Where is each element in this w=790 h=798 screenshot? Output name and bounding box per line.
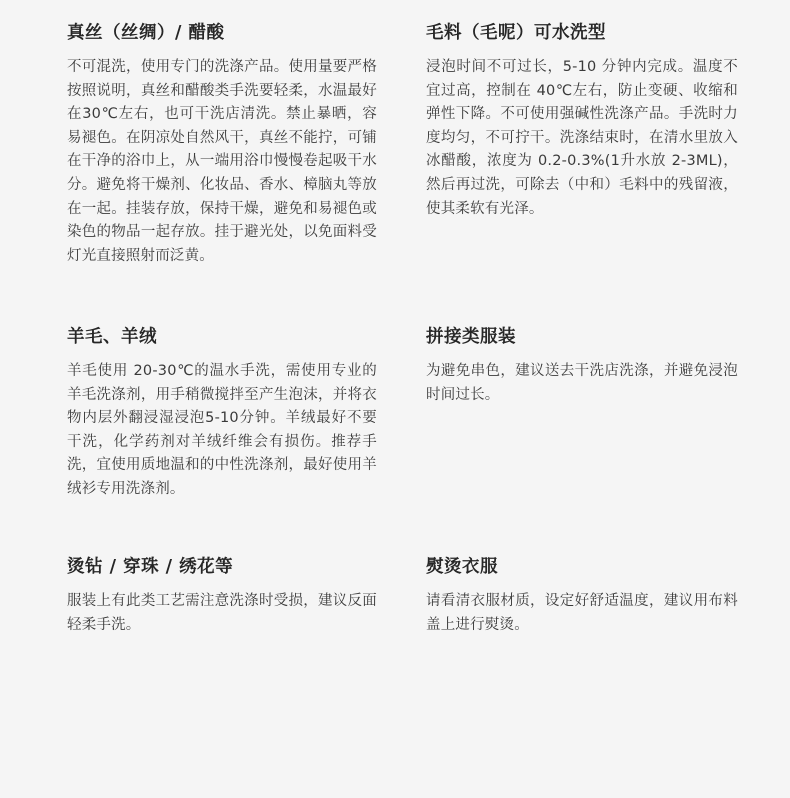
section-body: 浸泡时间不可过长，5-10 分钟内完成。温度不宜过高，控制在 40℃左右，防止变硬、收缩和弹性下降。不可使用强碱性洗涤产品。手洗时力度均匀，不可拧干。洗涤结束时，在清水里放入冰醋酸，浓度为 0.2-0.3%(1升水放 2-3ML)，然后再过洗，可除去（中和）毛料中的残留液，使其柔软有光泽。 bbox=[426, 59, 738, 217]
section-wool-cashmere bbox=[67, 324, 377, 502]
section-body: 服装上有此类工艺需注意洗涤时受损，建议反面轻柔手洗。 bbox=[67, 593, 377, 633]
section-patchwork bbox=[426, 324, 738, 407]
section-body: 羊毛使用 20-30℃的温水手洗，需使用专业的羊毛洗涤剂，用手稍微搅拌至产生泡沫，并将衣物内层外翻浸湿浸泡5-10分钟。羊绒最好不要干洗，化学药剂对羊绒纤维会有损伤。推荐手洗，宜使用质地温和的中性洗涤剂，最好使用羊绒衫专用洗涤剂。 bbox=[67, 363, 377, 497]
section-title: 烫钻 / 穿珠 / 绣花等 bbox=[67, 557, 234, 577]
section-wool-washable bbox=[426, 20, 738, 221]
section-embellishments bbox=[67, 554, 377, 637]
section-body: 不可混洗，使用专门的洗涤产品。使用量要严格按照说明，真丝和醋酸类手洗要轻柔，水温最好在30℃左右，也可干洗店清洗。禁止暴晒，容易褪色。在阴凉处自然风干，真丝不能拧，可铺在干净的浴巾上，从一端用浴巾慢慢卷起吸干水分。避免将干燥剂、化妆品、香水、樟脑丸等放在一起。挂装存放，保持干燥，避免和易褪色或染色的物品一起存放。挂于避光处，以免面料受灯光直接照射而泛黄。 bbox=[67, 59, 377, 264]
section-ironing bbox=[426, 554, 738, 637]
section-body: 为避免串色，建议送去干洗店洗涤，并避免浸泡时间过长。 bbox=[426, 363, 738, 403]
section-title: 真丝（丝绸）/ 醋酸 bbox=[67, 23, 225, 43]
section-title: 拼接类服装 bbox=[426, 327, 516, 347]
section-title: 羊毛、羊绒 bbox=[67, 327, 157, 347]
section-silk-acetate bbox=[67, 20, 377, 268]
section-title: 毛料（毛呢）可水洗型 bbox=[426, 23, 606, 43]
section-body: 请看清衣服材质，设定好舒适温度，建议用布料盖上进行熨烫。 bbox=[426, 593, 738, 633]
section-title: 熨烫衣服 bbox=[426, 557, 498, 577]
